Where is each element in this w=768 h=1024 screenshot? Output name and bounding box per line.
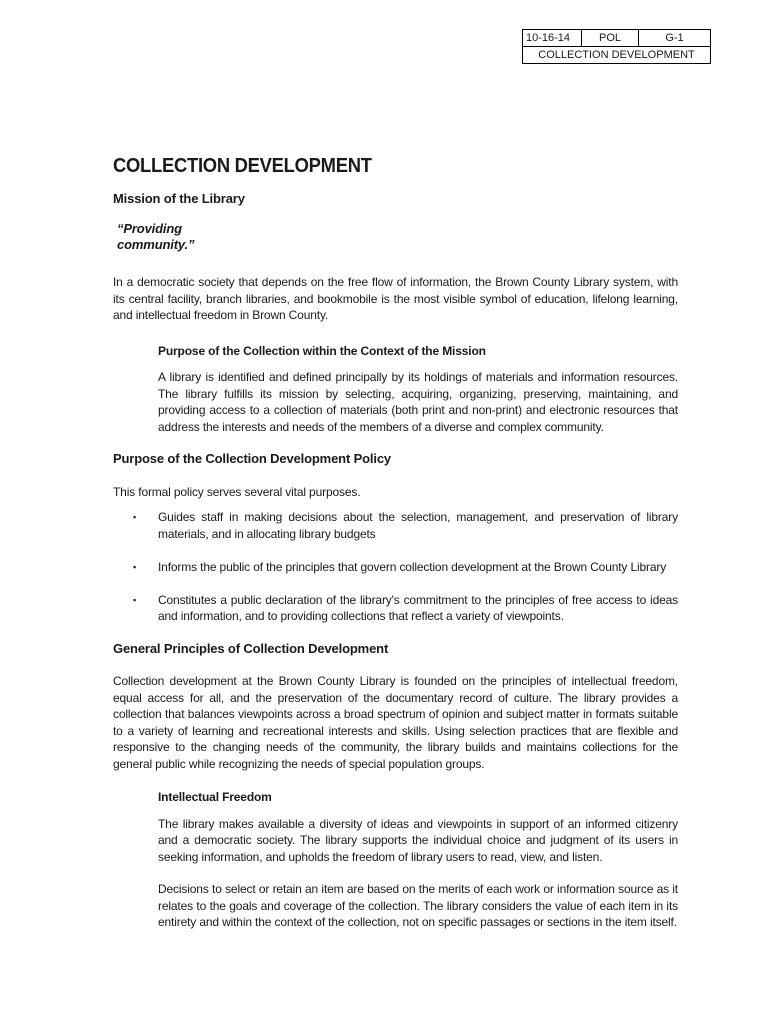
header-type: POL <box>582 30 639 47</box>
list-item <box>113 592 678 625</box>
purpose-policy-heading: Purpose of the Collection Development Policy <box>113 451 392 466</box>
general-principles-heading: General Principles of Collection Development <box>113 640 389 656</box>
page-title: COLLECTION DEVELOPMENT <box>113 155 372 177</box>
bullet-icon: ▪ <box>133 562 137 572</box>
intellectual-freedom-section <box>158 789 678 931</box>
purpose-collection-text: A library is identified and defined principally by its holdings of materials and information resources. The library fulfills its mission by selecting, acquiring, organizing, preserving, maintaining, and providing access to a collection of materials (both print and non-print) and electronic resources that address the interests and needs of the members of a diverse and complex community. <box>158 370 678 434</box>
intellectual-freedom-paragraph-1: The library makes available a diversity of ideas and viewpoints in support of an informed citizenry and a democratic society. The library supports the individual choice and judgment of its users in seeking information, and upholds the freedom of library users to read, view, and listen. <box>158 816 678 864</box>
mission-heading: Mission of the Library <box>113 190 245 206</box>
purpose-bullet-list <box>113 509 678 625</box>
document-header-box <box>522 29 711 64</box>
list-item <box>113 559 678 576</box>
mission-text: In a democratic society that depends on the free flow of information, the Brown County Library system, with its central facility, branch libraries, and bookmobile is the most visible symbol of education, lifelong learning, and intellectual freedom in Brown County. <box>113 275 678 322</box>
header-subject: COLLECTION DEVELOPMENT <box>523 47 711 64</box>
bullet-text: Informs the public of the principles that govern collection development at the Brown County Library <box>158 560 667 574</box>
header-date: 10-16-14 <box>523 30 582 47</box>
list-item <box>113 509 678 542</box>
bullet-text: Guides staff in making decisions about the selection, management, and preservation of library materials, and in allocating library budgets <box>158 510 678 541</box>
mission-quote <box>117 221 678 253</box>
general-principles-text: Collection development at the Brown County Library is founded on the principles of intellectual freedom, equal access for all, and the preservation of the documentary record of culture. The library provides a collection that balances viewpoints across a broad spectrum of opinion and subject matter in formats suitable to a variety of learning and recreational interests and skills. Using selection practices that are flexible and responsive to the changing needs of the community, the library builds and maintains collections for the general public while recognizing the needs of special population groups. <box>113 674 678 771</box>
intellectual-freedom-paragraph-2: Decisions to select or retain an item are based on the merits of each work or information source as it relates to the goals and coverage of the collection. The library considers the value of each item in its entirety and within the context of the collection, not on specific passages or sections in the item itself. <box>158 882 678 929</box>
intellectual-freedom-heading: Intellectual Freedom <box>158 790 272 804</box>
purpose-collection-heading: Purpose of the Collection within the Context of the Mission <box>158 343 486 358</box>
header-code: G-1 <box>639 30 711 47</box>
mission-quote-line2: community.” <box>117 237 195 252</box>
bullet-text: Constitutes a public declaration of the library's commitment to the principles of free access to ideas and information, and to providing collections that reflect a variety of viewpoints. <box>158 592 678 623</box>
mission-quote-line1: “Providing <box>117 221 182 236</box>
document-body <box>113 155 678 931</box>
purpose-policy-intro: This formal policy serves several vital purposes. <box>113 484 361 499</box>
purpose-collection-section <box>158 343 678 436</box>
bullet-icon: ▪ <box>133 512 137 522</box>
bullet-icon: ▪ <box>133 594 137 605</box>
